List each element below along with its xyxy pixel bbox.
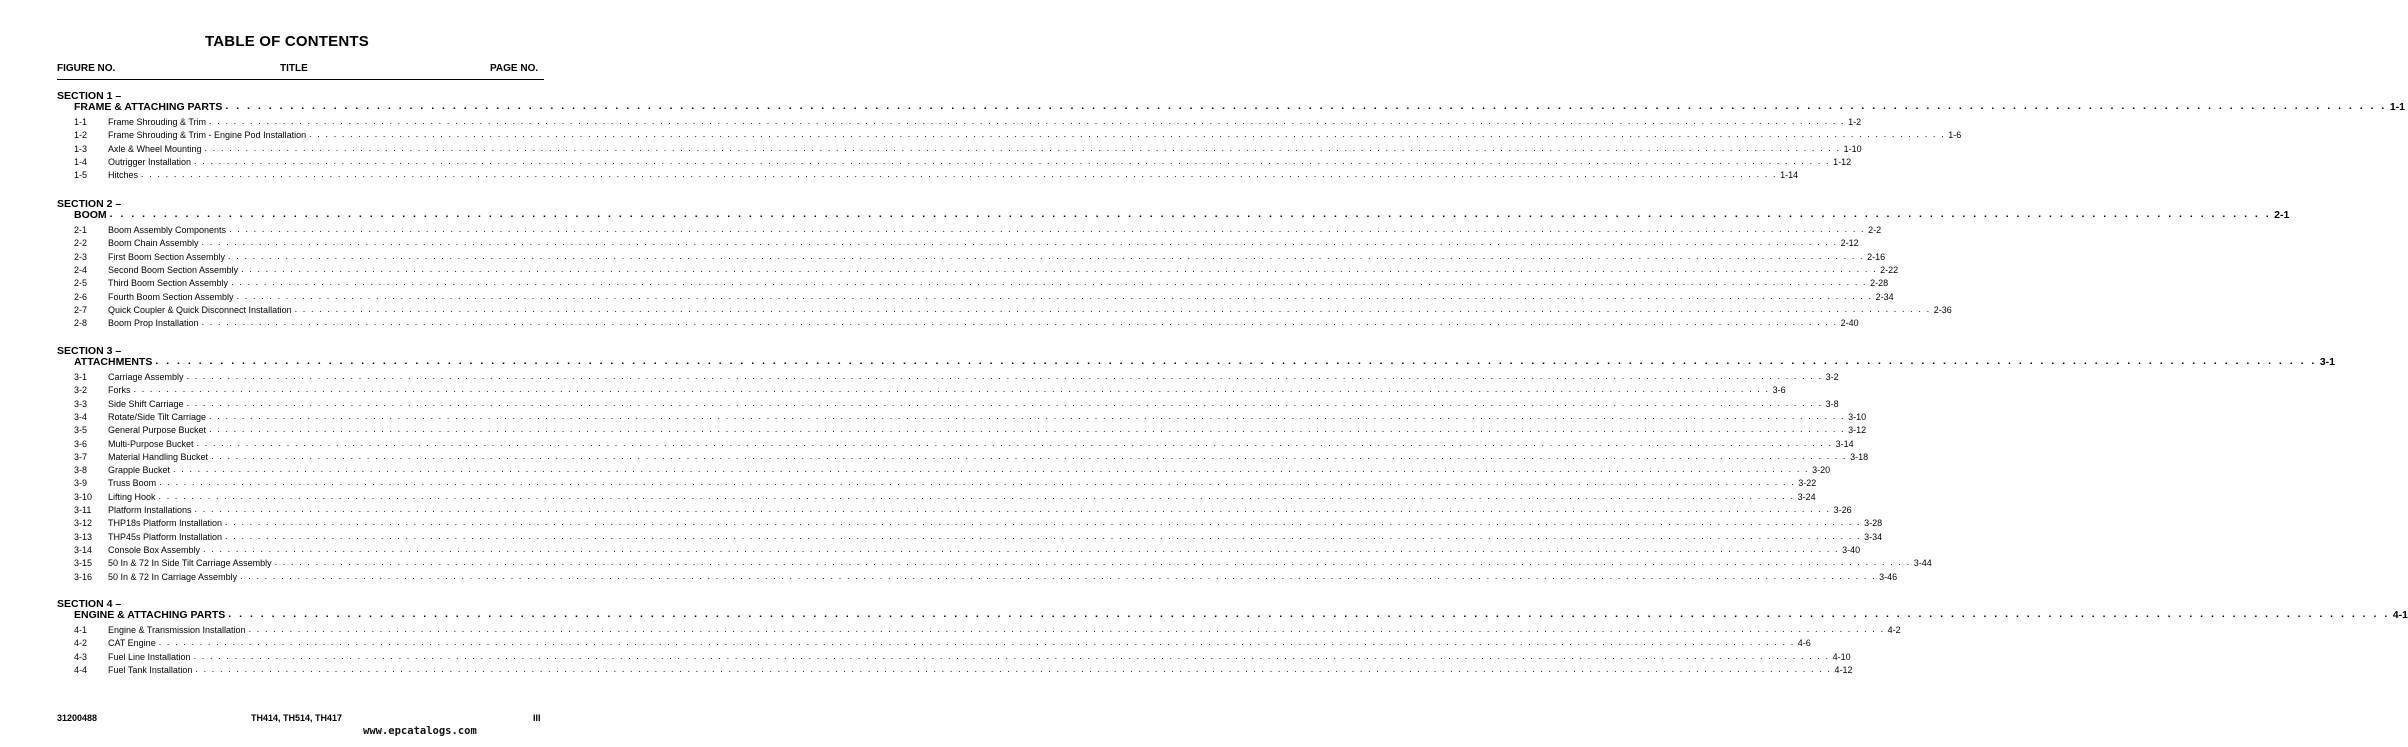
dot-leader: . . . . . . . . . . . . . . . . . . . . . . . . . . . . . . . . . . . . . . . . . . . . . . . . . . . . . . . . . . . . . . . . . . . . . . . . . . . . . . . . . . . . . . . . . . . . . . . . . . . . . . . . . . . . . . . . . . . . . . . . . . . . . . . . . . . . . . . . . . . . . . . . . . . . . . . . . . . . . . . . . . . . . . . . . . . . . . . . . . . . . . . . . . . . . . . . . . . . . . . . (229, 224, 1866, 234)
figure-page: 1-10 (1843, 143, 1862, 154)
figure-title: Fuel Tank Installation (108, 664, 193, 675)
figure-number: 3-7 (74, 451, 88, 462)
figure-page: 3-46 (1879, 571, 1898, 582)
figure-number: 2-7 (74, 304, 88, 315)
figure-title: Boom Assembly Components (108, 225, 227, 235)
figure-page: 2-36 (1933, 304, 1952, 315)
figure-title: Rotate/Side Tilt Carriage (108, 411, 207, 422)
figure-title: Console Box Assembly (108, 544, 201, 555)
dot-leader: . . . . . . . . . . . . . . . . . . . . . . . . . . . . . . . . . . . . . . . . . . . . . . . . . . . . . . . . . . . . . . . . . . . . . . . . . . . . . . . . . . . . . . . . . . . . . . . . . . . . . . . . . . . . . . . . . . . . . . . . . . . . . . . . . . . . . . . . . . . . . . . . . . . . . . . . . . . . . . . . . . . . . . . . . . . . . . . . . . . . . . . . . . . . . . . . . . . . . . . . (228, 250, 1865, 261)
figure-number: 3-6 (74, 438, 88, 449)
figure-page: 2-28 (1870, 278, 1889, 289)
section-label: SECTION 2 – (57, 198, 122, 210)
toc-entry[interactable] (74, 570, 1898, 586)
figure-page: 3-22 (1798, 478, 1817, 489)
figure-number: 3-10 (74, 491, 93, 502)
dot-leader: . . . . . . . . . . . . . . . . . . . . . . . . . . . . . . . . . . . . . . . . . . . . . . . . . . . . . . . . . . . . . . . . . . . . . . . . . . . . . . . . . . . . . . . . . . . . . . . . . . . . . . . . . . . . . . . . . . . . . . . . . . . . . . . . . . . . . . . . . . . . . . . . . . . . . . . . . . . . . . . . . . . . . . . . . . . . . . . . . . . . . . . . . . . . . . . . . . . . . . . . (228, 608, 2390, 620)
dot-leader: . . . . . . . . . . . . . . . . . . . . . . . . . . . . . . . . . . . . . . . . . . . . . . . . . . . . . . . . . . . . . . . . . . . . . . . . . . . . . . . . . . . . . . . . . . . . . . . . . . . . . . . . . . . . . . . . . . . . . . . . . . . . . . . . . . . . . . . . . . . . . . . . . . . . . . . . . . . . . . . . . . . . . . . . . . . . . . . . . . . . . . . . . . . . . . . . . . . . . . . . (158, 490, 1795, 501)
page-no-header: PAGE NO. (490, 63, 539, 74)
figure-title: CAT Engine (108, 638, 156, 649)
figure-number: 2-2 (74, 238, 88, 249)
header-divider (57, 79, 544, 80)
dot-leader: . . . . . . . . . . . . . . . . . . . . . . . . . . . . . . . . . . . . . . . . . . . . . . . . . . . . . . . . . . . . . . . . . . . . . . . . . . . . . . . . . . . . . . . . . . . . . . . . . . . . . . . . . . . . . . . . . . . . . . . . . . . . . . . . . . . . . . . . . . . . . . . . . . . . . . . . . . . . . . . . . . . . . . . . . . . . . . . . . . . . . . . . . . . . . . . . . . . . . . . . (109, 208, 2272, 220)
figure-title: Platform Installations (108, 505, 192, 515)
dot-leader: . . . . . . . . . . . . . . . . . . . . . . . . . . . . . . . . . . . . . . . . . . . . . . . . . . . . . . . . . . . . . . . . . . . . . . . . . . . . . . . . . . . . . . . . . . . . . . . . . . . . . . . . . . . . . . . . . . . . . . . . . . . . . . . . . . . . . . . . . . . . . . . . . . . . . . . . . . . . . . . . . . . . . . . . . . . . . . . . . . . . . . . . . . . . . . . . . . . . . . . . (186, 371, 1823, 381)
dot-leader: . . . . . . . . . . . . . . . . . . . . . . . . . . . . . . . . . . . . . . . . . . . . . . . . . . . . . . . . . . . . . . . . . . . . . . . . . . . . . . . . . . . . . . . . . . . . . . . . . . . . . . . . . . . . . . . . . . . . . . . . . . . . . . . . . . . . . . . . . . . . . . . . . . . . . . . . . . . . . . . . . . . . . . . . . . . . . . . . . . . . . . . . . . . . . . . . . . . . . . . . (133, 384, 1770, 395)
section-page: 2-1 (2274, 209, 2290, 221)
figure-number: 3-2 (74, 385, 88, 396)
section-label: SECTION 1 – (57, 90, 122, 102)
section-title-row[interactable] (74, 608, 2408, 623)
figure-page: 2-16 (1867, 251, 1886, 262)
dot-leader: . . . . . . . . . . . . . . . . . . . . . . . . . . . . . . . . . . . . . . . . . . . . . . . . . . . . . . . . . . . . . . . . . . . . . . . . . . . . . . . . . . . . . . . . . . . . . . . . . . . . . . . . . . . . . . . . . . . . . . . . . . . . . . . . . . . . . . . . . . . . . . . . . . . . . . . . . . . . . . . . . . . . . . . . . . . . . . . . . . . . . . . . . . . . . . . . . . . . . . . . (209, 424, 1846, 435)
figure-number: 3-14 (74, 544, 93, 555)
figure-title: Second Boom Section Assembly (108, 264, 239, 275)
section-title: BOOM (74, 209, 107, 221)
figure-number: 1-3 (74, 143, 88, 154)
figure-number: 4-3 (74, 651, 88, 662)
figure-title: Material Handling Bucket (108, 451, 209, 462)
figure-title: THP45s Platform Installation (108, 531, 223, 542)
figure-number: 2-1 (74, 225, 88, 235)
section-page: 1-1 (2389, 101, 2406, 113)
figure-title: General Purpose Bucket (108, 425, 207, 436)
figure-page: 3-34 (1864, 531, 1883, 542)
watermark: www.epcatalogs.com (363, 725, 477, 737)
figure-title: 50 In & 72 In Side Tilt Carriage Assembly (108, 558, 272, 569)
section-title: FRAME & ATTACHING PARTS (74, 101, 223, 113)
figure-number: 3-11 (74, 505, 92, 515)
figure-page: 1-2 (1848, 117, 1862, 127)
figure-title: Engine & Transmission Installation (108, 625, 246, 635)
figure-title: Lifting Hook (108, 491, 156, 502)
figure-title: Boom Chain Assembly (108, 238, 199, 249)
figure-title: Fuel Line Installation (108, 651, 191, 662)
figure-page: 3-40 (1842, 544, 1861, 555)
title-header: TITLE (280, 63, 308, 74)
figure-number: 3-12 (74, 518, 93, 529)
figure-page: 1-14 (1780, 170, 1799, 181)
dot-leader: . . . . . . . . . . . . . . . . . . . . . . . . . . . . . . . . . . . . . . . . . . . . . . . . . . . . . . . . . . . . . . . . . . . . . . . . . . . . . . . . . . . . . . . . . . . . . . . . . . . . . . . . . . . . . . . . . . . . . . . . . . . . . . . . . . . . . . . . . . . . . . . . . . . . . . . . . . . . . . . . . . . . . . . . . . . . . . . . . . . . . . . . . . . . . . . . . . . . . . . . (309, 129, 1946, 140)
dot-leader: . . . . . . . . . . . . . . . . . . . . . . . . . . . . . . . . . . . . . . . . . . . . . . . . . . . . . . . . . . . . . . . . . . . . . . . . . . . . . . . . . . . . . . . . . . . . . . . . . . . . . . . . . . . . . . . . . . . . . . . . . . . . . . . . . . . . . . . . . . . . . . . . . . . . . . . . . . . . . . . . . . . . . . . . . . . . . . . . . . . . . . . . . . . . . . . . . . . . . . . . (195, 663, 1832, 674)
figure-number: 2-3 (74, 251, 88, 262)
figure-page: 3-12 (1848, 425, 1867, 436)
figure-page: 3-8 (1825, 398, 1839, 409)
section-title-row[interactable] (74, 355, 2336, 370)
figure-number: 3-8 (74, 465, 88, 476)
figure-page: 2-34 (1875, 291, 1894, 302)
dot-leader: . . . . . . . . . . . . . . . . . . . . . . . . . . . . . . . . . . . . . . . . . . . . . . . . . . . . . . . . . . . . . . . . . . . . . . . . . . . . . . . . . . . . . . . . . . . . . . . . . . . . . . . . . . . . . . . . . . . . . . . . . . . . . . . . . . . . . . . . . . . . . . . . . . . . . . . . . . . . . . . . . . . . . . . . . . . . . . . . . . . . . . . . . . . . . . . . . . . . . . . . (294, 303, 1931, 314)
figure-page: 1-12 (1833, 156, 1852, 167)
figure-page: 4-10 (1832, 651, 1851, 662)
figure-title: Outrigger Installation (108, 156, 192, 167)
dot-leader: . . . . . . . . . . . . . . . . . . . . . . . . . . . . . . . . . . . . . . . . . . . . . . . . . . . . . . . . . . . . . . . . . . . . . . . . . . . . . . . . . . . . . . . . . . . . . . . . . . . . . . . . . . . . . . . . . . . . . . . . . . . . . . . . . . . . . . . . . . . . . . . . . . . . . . . . . . . . . . . . . . . . . . . . . . . . . . . . . . . . . . . . . . . . . . . . . . . . . . . . (211, 450, 1848, 461)
figure-page: 3-26 (1833, 505, 1852, 515)
dot-leader: . . . . . . . . . . . . . . . . . . . . . . . . . . . . . . . . . . . . . . . . . . . . . . . . . . . . . . . . . . . . . . . . . . . . . . . . . . . . . . . . . . . . . . . . . . . . . . . . . . . . . . . . . . . . . . . . . . . . . . . . . . . . . . . . . . . . . . . . . . . . . . . . . . . . . . . . . . . . . . . . . . . . . . . . . . . . . . . . . . . . . . . . . . . . . . . . . . . . . . . . (201, 317, 1838, 328)
figure-number: 2-6 (74, 291, 88, 302)
figure-page: 1-6 (1948, 130, 1962, 141)
dot-leader: . . . . . . . . . . . . . . . . . . . . . . . . . . . . . . . . . . . . . . . . . . . . . . . . . . . . . . . . . . . . . . . . . . . . . . . . . . . . . . . . . . . . . . . . . . . . . . . . . . . . . . . . . . . . . . . . . . . . . . . . . . . . . . . . . . . . . . . . . . . . . . . . . . . . . . . . . . . . . . . . . . . . . . . . . . . . . . . . . . . . . . . . . . . . . . . . . . . . . . . . (155, 355, 2317, 367)
figure-title: Frame Shrouding & Trim - Engine Pod Installation (108, 130, 307, 141)
dot-leader: . . . . . . . . . . . . . . . . . . . . . . . . . . . . . . . . . . . . . . . . . . . . . . . . . . . . . . . . . . . . . . . . . . . . . . . . . . . . . . . . . . . . . . . . . . . . . . . . . . . . . . . . . . . . . . . . . . . . . . . . . . . . . . . . . . . . . . . . . . . . . . . . . . . . . . . . . . . . . . . . . . . . . . . . . . . . . . . . . . . . . . . . . . . . . . . . . . . . . . . . (236, 290, 1873, 301)
figure-page: 2-2 (1868, 225, 1882, 235)
figure-number: 4-2 (74, 638, 88, 649)
dot-leader: . . . . . . . . . . . . . . . . . . . . . . . . . . . . . . . . . . . . . . . . . . . . . . . . . . . . . . . . . . . . . . . . . . . . . . . . . . . . . . . . . . . . . . . . . . . . . . . . . . . . . . . . . . . . . . . . . . . . . . . . . . . . . . . . . . . . . . . . . . . . . . . . . . . . . . . . . . . . . . . . . . . . . . . . . . . . . . . . . . . . . . . . . . . . . . . . . . . . . . . . (194, 504, 1831, 514)
figure-title: Frame Shrouding & Trim (108, 117, 207, 127)
figure-title: Boom Prop Installation (108, 318, 199, 329)
figure-title: Third Boom Section Assembly (108, 278, 229, 289)
figure-number: 4-4 (74, 664, 88, 675)
figure-number: 3-15 (74, 558, 93, 569)
figure-number: 3-9 (74, 478, 88, 489)
figure-page: 3-44 (1913, 558, 1932, 569)
figure-page: 4-2 (1887, 625, 1901, 635)
section-label: SECTION 4 – (57, 598, 122, 610)
dot-leader: . . . . . . . . . . . . . . . . . . . . . . . . . . . . . . . . . . . . . . . . . . . . . . . . . . . . . . . . . . . . . . . . . . . . . . . . . . . . . . . . . . . . . . . . . . . . . . . . . . . . . . . . . . . . . . . . . . . . . . . . . . . . . . . . . . . . . . . . . . . . . . . . . . . . . . . . . . . . . . . . . . . . . . . . . . . . . . . . . . . . . . . . . . . . . . . . . . . . . . . . (158, 637, 1795, 648)
doc-number: 31200488 (57, 713, 98, 723)
dot-leader: . . . . . . . . . . . . . . . . . . . . . . . . . . . . . . . . . . . . . . . . . . . . . . . . . . . . . . . . . . . . . . . . . . . . . . . . . . . . . . . . . . . . . . . . . . . . . . . . . . . . . . . . . . . . . . . . . . . . . . . . . . . . . . . . . . . . . . . . . . . . . . . . . . . . . . . . . . . . . . . . . . . . . . . . . . . . . . . . . . . . . . . . . . . . . . . . . . . . . . . . (186, 397, 1823, 408)
figure-title: Quick Coupler & Quick Disconnect Installation (108, 304, 292, 315)
toc-entry[interactable] (74, 317, 1859, 332)
dot-leader: . . . . . . . . . . . . . . . . . . . . . . . . . . . . . . . . . . . . . . . . . . . . . . . . . . . . . . . . . . . . . . . . . . . . . . . . . . . . . . . . . . . . . . . . . . . . . . . . . . . . . . . . . . . . . . . . . . . . . . . . . . . . . . . . . . . . . . . . . . . . . . . . . . . . . . . . . . . . . . . . . . . . . . . . . . . . . . . . . . . . . . . . . . . . . . . . . . . . . . . . (209, 410, 1846, 421)
figure-number: 3-5 (74, 425, 88, 436)
figure-page: 4-12 (1834, 664, 1853, 675)
figure-number: 3-13 (74, 531, 93, 542)
figure-number: 4-1 (74, 625, 88, 635)
figure-title: Grapple Bucket (108, 465, 171, 476)
section-page: 4-1 (2392, 609, 2408, 621)
dot-leader: . . . . . . . . . . . . . . . . . . . . . . . . . . . . . . . . . . . . . . . . . . . . . . . . . . . . . . . . . . . . . . . . . . . . . . . . . . . . . . . . . . . . . . . . . . . . . . . . . . . . . . . . . . . . . . . . . . . . . . . . . . . . . . . . . . . . . . . . . . . . . . . . . . . . . . . . . . . . . . . . . . . . . . . . . . . . . . . . . . . . . . . . . . . . . . . . . . . . . . . . (159, 477, 1796, 488)
figure-title: Axle & Wheel Mounting (108, 143, 202, 154)
dot-leader: . . . . . . . . . . . . . . . . . . . . . . . . . . . . . . . . . . . . . . . . . . . . . . . . . . . . . . . . . . . . . . . . . . . . . . . . . . . . . . . . . . . . . . . . . . . . . . . . . . . . . . . . . . . . . . . . . . . . . . . . . . . . . . . . . . . . . . . . . . . . . . . . . . . . . . . . . . . . . . . . . . . . . . . . . . . . . . . . . . . . . . . . . . . . . . . . . . . . . . . . (240, 570, 1877, 581)
dot-leader: . . . . . . . . . . . . . . . . . . . . . . . . . . . . . . . . . . . . . . . . . . . . . . . . . . . . . . . . . . . . . . . . . . . . . . . . . . . . . . . . . . . . . . . . . . . . . . . . . . . . . . . . . . . . . . . . . . . . . . . . . . . . . . . . . . . . . . . . . . . . . . . . . . . . . . . . . . . . . . . . . . . . . . . . . . . . . . . . . . . . . . . . . . . . . . . . . . . . . . . . (225, 517, 1862, 528)
dot-leader: . . . . . . . . . . . . . . . . . . . . . . . . . . . . . . . . . . . . . . . . . . . . . . . . . . . . . . . . . . . . . . . . . . . . . . . . . . . . . . . . . . . . . . . . . . . . . . . . . . . . . . . . . . . . . . . . . . . . . . . . . . . . . . . . . . . . . . . . . . . . . . . . . . . . . . . . . . . . . . . . . . . . . . . . . . . . . . . . . . . . . . . . . . . . . . . . . . . . . . . . (231, 277, 1868, 288)
figure-title: Multi-Purpose Bucket (108, 438, 194, 449)
figure-title: First Boom Section Assembly (108, 251, 226, 262)
dot-leader: . . . . . . . . . . . . . . . . . . . . . . . . . . . . . . . . . . . . . . . . . . . . . . . . . . . . . . . . . . . . . . . . . . . . . . . . . . . . . . . . . . . . . . . . . . . . . . . . . . . . . . . . . . . . . . . . . . . . . . . . . . . . . . . . . . . . . . . . . . . . . . . . . . . . . . . . . . . . . . . . . . . . . . . . . . . . . . . . . . . . . . . . . . . . . . . . . . . . . . . . (241, 263, 1878, 274)
figure-number: 1-1 (74, 117, 88, 127)
page-number: III (533, 713, 541, 723)
dot-leader: . . . . . . . . . . . . . . . . . . . . . . . . . . . . . . . . . . . . . . . . . . . . . . . . . . . . . . . . . . . . . . . . . . . . . . . . . . . . . . . . . . . . . . . . . . . . . . . . . . . . . . . . . . . . . . . . . . . . . . . . . . . . . . . . . . . . . . . . . . . . . . . . . . . . . . . . . . . . . . . . . . . . . . . . . . . . . . . . . . . . . . . . . . . . . . . . . . . . . . . . (141, 169, 1778, 180)
figure-title: Truss Boom (108, 478, 157, 489)
figure-page: 3-10 (1848, 411, 1867, 422)
dot-leader: . . . . . . . . . . . . . . . . . . . . . . . . . . . . . . . . . . . . . . . . . . . . . . . . . . . . . . . . . . . . . . . . . . . . . . . . . . . . . . . . . . . . . . . . . . . . . . . . . . . . . . . . . . . . . . . . . . . . . . . . . . . . . . . . . . . . . . . . . . . . . . . . . . . . . . . . . . . . . . . . . . . . . . . . . . . . . . . . . . . . . . . . . . . . . . . . . . . . . . . . (274, 557, 1911, 568)
dot-leader: . . . . . . . . . . . . . . . . . . . . . . . . . . . . . . . . . . . . . . . . . . . . . . . . . . . . . . . . . . . . . . . . . . . . . . . . . . . . . . . . . . . . . . . . . . . . . . . . . . . . . . . . . . . . . . . . . . . . . . . . . . . . . . . . . . . . . . . . . . . . . . . . . . . . . . . . . . . . . . . . . . . . . . . . . . . . . . . . . . . . . . . . . . . . . . . . . . . . . . . . (209, 116, 1846, 126)
section-title-row[interactable] (74, 208, 2290, 223)
toc-entry[interactable] (74, 663, 1853, 679)
dot-leader: . . . . . . . . . . . . . . . . . . . . . . . . . . . . . . . . . . . . . . . . . . . . . . . . . . . . . . . . . . . . . . . . . . . . . . . . . . . . . . . . . . . . . . . . . . . . . . . . . . . . . . . . . . . . . . . . . . . . . . . . . . . . . . . . . . . . . . . . . . . . . . . . . . . . . . . . . . . . . . . . . . . . . . . . . . . . . . . . . . . . . . . . . . . . . . . . . . . . . . . . (248, 624, 1885, 634)
figure-title: THP18s Platform Installation (108, 518, 223, 529)
dot-leader: . . . . . . . . . . . . . . . . . . . . . . . . . . . . . . . . . . . . . . . . . . . . . . . . . . . . . . . . . . . . . . . . . . . . . . . . . . . . . . . . . . . . . . . . . . . . . . . . . . . . . . . . . . . . . . . . . . . . . . . . . . . . . . . . . . . . . . . . . . . . . . . . . . . . . . . . . . . . . . . . . . . . . . . . . . . . . . . . . . . . . . . . . . . . . . . . . . . . . . . . (225, 530, 1862, 541)
figure-title: Fourth Boom Section Assembly (108, 291, 234, 302)
figure-number: 1-4 (74, 156, 88, 167)
section-title-row[interactable] (74, 100, 2406, 115)
figure-title: Carriage Assembly (108, 372, 184, 382)
section-title: ENGINE & ATTACHING PARTS (74, 609, 226, 621)
figure-page: 3-18 (1850, 451, 1869, 462)
figure-number: 3-1 (74, 372, 88, 382)
figure-no-header: FIGURE NO. (57, 63, 116, 74)
section-label: SECTION 3 – (57, 345, 122, 357)
dot-leader: . . . . . . . . . . . . . . . . . . . . . . . . . . . . . . . . . . . . . . . . . . . . . . . . . . . . . . . . . . . . . . . . . . . . . . . . . . . . . . . . . . . . . . . . . . . . . . . . . . . . . . . . . . . . . . . . . . . . . . . . . . . . . . . . . . . . . . . . . . . . . . . . . . . . . . . . . . . . . . . . . . . . . . . . . . . . . . . . . . . . . . . . . . . . . . . . . . . . . . . . (173, 464, 1810, 475)
figure-page: 2-12 (1840, 238, 1859, 249)
figure-number: 1-5 (74, 170, 88, 181)
figure-number: 1-2 (74, 130, 88, 141)
dot-leader: . . . . . . . . . . . . . . . . . . . . . . . . . . . . . . . . . . . . . . . . . . . . . . . . . . . . . . . . . . . . . . . . . . . . . . . . . . . . . . . . . . . . . . . . . . . . . . . . . . . . . . . . . . . . . . . . . . . . . . . . . . . . . . . . . . . . . . . . . . . . . . . . . . . . . . . . . . . . . . . . . . . . . . . . . . . . . . . . . . . . . . . . . . . . . . . . . . . . . . . . (201, 237, 1838, 248)
figure-page: 3-14 (1835, 438, 1854, 449)
figure-number: 2-4 (74, 264, 88, 275)
figure-number: 3-16 (74, 571, 93, 582)
toc-entry[interactable] (74, 169, 1799, 184)
dot-leader: . . . . . . . . . . . . . . . . . . . . . . . . . . . . . . . . . . . . . . . . . . . . . . . . . . . . . . . . . . . . . . . . . . . . . . . . . . . . . . . . . . . . . . . . . . . . . . . . . . . . . . . . . . . . . . . . . . . . . . . . . . . . . . . . . . . . . . . . . . . . . . . . . . . . . . . . . . . . . . . . . . . . . . . . . . . . . . . . . . . . . . . . . . . . . . . . . . . . . . . . (194, 155, 1831, 166)
figure-page: 3-28 (1864, 518, 1883, 529)
dot-leader: . . . . . . . . . . . . . . . . . . . . . . . . . . . . . . . . . . . . . . . . . . . . . . . . . . . . . . . . . . . . . . . . . . . . . . . . . . . . . . . . . . . . . . . . . . . . . . . . . . . . . . . . . . . . . . . . . . . . . . . . . . . . . . . . . . . . . . . . . . . . . . . . . . . . . . . . . . . . . . . . . . . . . . . . . . . . . . . . . . . . . . . . . . . . . . . . . . . . . . . . (204, 142, 1841, 153)
figure-number: 2-8 (74, 318, 88, 329)
figure-page: 3-24 (1797, 491, 1816, 502)
dot-leader: . . . . . . . . . . . . . . . . . . . . . . . . . . . . . . . . . . . . . . . . . . . . . . . . . . . . . . . . . . . . . . . . . . . . . . . . . . . . . . . . . . . . . . . . . . . . . . . . . . . . . . . . . . . . . . . . . . . . . . . . . . . . . . . . . . . . . . . . . . . . . . . . . . . . . . . . . . . . . . . . . . . . . . . . . . . . . . . . . . . . . . . . . . . . . . . . . . . . . . . . (193, 650, 1830, 661)
figure-page: 2-22 (1880, 264, 1899, 275)
dot-leader: . . . . . . . . . . . . . . . . . . . . . . . . . . . . . . . . . . . . . . . . . . . . . . . . . . . . . . . . . . . . . . . . . . . . . . . . . . . . . . . . . . . . . . . . . . . . . . . . . . . . . . . . . . . . . . . . . . . . . . . . . . . . . . . . . . . . . . . . . . . . . . . . . . . . . . . . . . . . . . . . . . . . . . . . . . . . . . . . . . . . . . . . . . . . . . . . . . . . . . . . (196, 437, 1833, 448)
section-title: ATTACHMENTS (74, 356, 153, 368)
figure-title: 50 In & 72 In Carriage Assembly (108, 571, 238, 582)
figure-title: Hitches (108, 170, 139, 181)
figure-number: 3-4 (74, 411, 88, 422)
model-list: TH414, TH514, TH417 (251, 713, 343, 723)
figure-page: 3-6 (1772, 385, 1786, 396)
page-title: TABLE OF CONTENTS (205, 33, 369, 50)
figure-number: 2-5 (74, 278, 88, 289)
figure-title: Forks (108, 385, 131, 396)
figure-title: Side Shift Carriage (108, 398, 184, 409)
dot-leader: . . . . . . . . . . . . . . . . . . . . . . . . . . . . . . . . . . . . . . . . . . . . . . . . . . . . . . . . . . . . . . . . . . . . . . . . . . . . . . . . . . . . . . . . . . . . . . . . . . . . . . . . . . . . . . . . . . . . . . . . . . . . . . . . . . . . . . . . . . . . . . . . . . . . . . . . . . . . . . . . . . . . . . . . . . . . . . . . . . . . . . . . . . . . . . . . . . . . . . . . (225, 100, 2387, 112)
figure-page: 3-2 (1825, 372, 1839, 382)
figure-number: 3-3 (74, 398, 88, 409)
figure-page: 4-6 (1797, 638, 1811, 649)
section-page: 3-1 (2319, 356, 2336, 368)
figure-page: 3-20 (1812, 465, 1831, 476)
dot-leader: . . . . . . . . . . . . . . . . . . . . . . . . . . . . . . . . . . . . . . . . . . . . . . . . . . . . . . . . . . . . . . . . . . . . . . . . . . . . . . . . . . . . . . . . . . . . . . . . . . . . . . . . . . . . . . . . . . . . . . . . . . . . . . . . . . . . . . . . . . . . . . . . . . . . . . . . . . . . . . . . . . . . . . . . . . . . . . . . . . . . . . . . . . . . . . . . . . . . . . . . (203, 543, 1840, 554)
figure-page: 2-40 (1840, 318, 1859, 329)
